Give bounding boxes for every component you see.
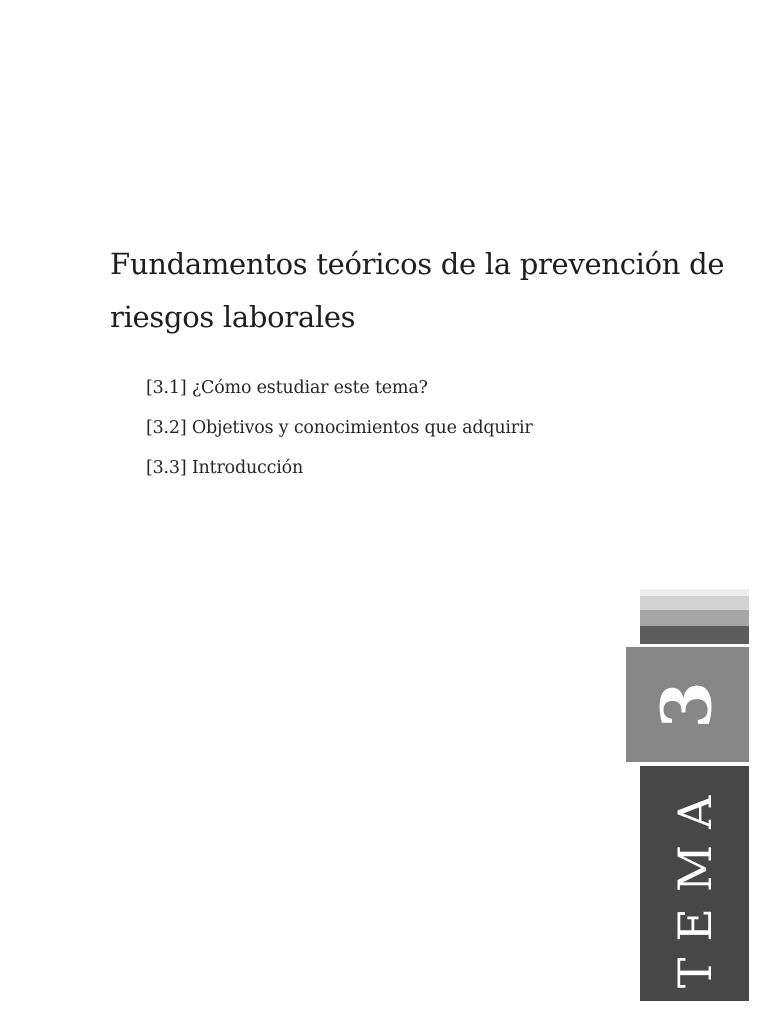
chapter-word: TEMA: [667, 779, 722, 988]
chapter-tab: [626, 589, 749, 1001]
toc-item-3-1[interactable]: [3.1] ¿Cómo estudiar este tema?: [146, 378, 428, 398]
page-title: Fundamentos teóricos de la prevención de riesgos laborales: [110, 247, 725, 334]
decorative-stripe-3: [640, 610, 749, 626]
decorative-stripe-2: [640, 596, 749, 610]
decorative-stripe-4: [640, 626, 749, 644]
chapter-number: 3: [647, 680, 728, 729]
chapter-word-box: [640, 766, 749, 1001]
table-of-contents: [146, 368, 533, 488]
chapter-number-box: [626, 647, 749, 762]
decorative-stripe-1: [640, 589, 749, 596]
toc-item-3-3[interactable]: [3.3] Introducción: [146, 458, 304, 478]
toc-item-3-2[interactable]: [3.2] Objetivos y conocimientos que adquirir: [146, 418, 533, 438]
